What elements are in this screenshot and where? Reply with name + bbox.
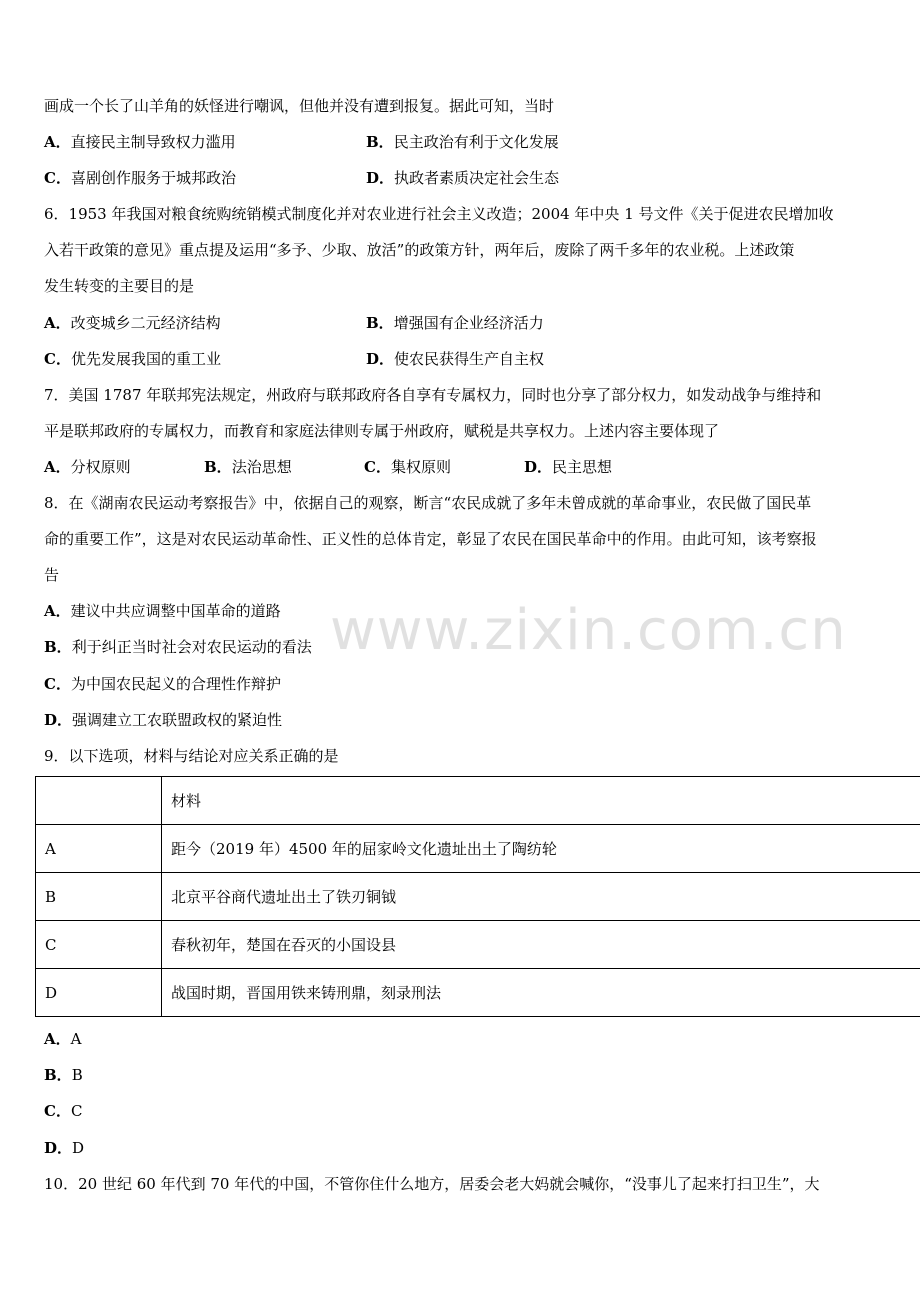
option-letter: D． <box>524 458 553 476</box>
option-letter: D． <box>366 169 395 187</box>
option-letter: A． <box>44 314 71 332</box>
option-text: 优先发展我国的重工业 <box>70 350 221 368</box>
option-letter: A． <box>44 1030 71 1048</box>
option-text: 执政者素质决定社会生态 <box>394 169 560 187</box>
option-text: 法治思想 <box>231 458 292 476</box>
option-letter: D． <box>366 350 395 368</box>
option-letter: A． <box>44 602 71 620</box>
table-row <box>36 825 920 873</box>
option-letter: A． <box>44 458 71 476</box>
option-text: 强调建立工农联盟政权的紧迫性 <box>72 711 283 729</box>
option-letter: C． <box>44 675 71 693</box>
watermark: www.zixin.com.cn <box>330 598 847 663</box>
q8-stem-line: 告 <box>44 566 60 584</box>
option-letter: B． <box>204 458 232 476</box>
q5-option-a <box>44 132 236 152</box>
option-text: A <box>70 1030 82 1048</box>
q6-stem-line: 入若干政策的意见》重点提及运用“多予、少取、放活”的政策方针，两年后，废除了两千多年的农业税。上述政策 <box>44 241 795 259</box>
q8-stem-line: 8．在《湖南农民运动考察报告》中，依据自己的观察，断言“农民成就了多年未曾成就的革命事业，农民做了国民革 <box>44 494 812 512</box>
q9-option-b <box>44 1065 83 1085</box>
table-row <box>36 921 920 969</box>
option-text: 建议中共应调整中国革命的道路 <box>70 602 281 620</box>
q6-stem-line: 发生转变的主要目的是 <box>44 277 195 295</box>
option-letter: B． <box>366 314 394 332</box>
q5-option-c <box>44 168 236 188</box>
q6-option-c <box>44 349 221 369</box>
option-text: 民主思想 <box>552 458 613 476</box>
q7-stem-line: 平是联邦政府的专属权力，而教育和家庭法律则专属于州政府，赋税是共享权力。上述内容主要体现了 <box>44 422 720 440</box>
q9-option-c <box>44 1101 82 1121</box>
q7-option-d <box>524 457 612 477</box>
table-row <box>36 969 920 1017</box>
q8-stem-line: 命的重要工作”，这是对农民运动革命性、正义性的总体肯定，彰显了农民在国民革命中的作用。由此可知，该考察报 <box>44 530 817 548</box>
q10-stem-line: 10．20 世纪 60 年代到 70 年代的中国，不管你住什么地方，居委会老大妈就会喊你，“没事儿了起来打扫卫生”，大 <box>44 1175 820 1193</box>
q9-option-d <box>44 1138 84 1158</box>
table-cell: C <box>36 921 162 969</box>
option-text: 为中国农民起义的合理性作辩护 <box>70 675 281 693</box>
option-text: 直接民主制导致权力滥用 <box>70 133 236 151</box>
option-letter: D． <box>44 711 73 729</box>
table-cell: D <box>36 969 162 1017</box>
q8-option-d <box>44 710 282 730</box>
option-text: 喜剧创作服务于城邦政治 <box>70 169 236 187</box>
option-text: 改变城乡二元经济结构 <box>70 314 221 332</box>
table-cell: 材料 <box>162 777 920 825</box>
table-cell: 春秋初年，楚国在吞灭的小国设县 <box>162 921 920 969</box>
q8-option-a <box>44 601 281 621</box>
q6-option-b <box>366 313 544 333</box>
table-header-row <box>36 777 920 825</box>
q7-option-c <box>364 457 451 477</box>
q6-stem-line: 6．1953 年我国对粮食统购统销模式制度化并对农业进行社会主义改造；2004 年中央 1 号文件《关于促进农民增加收 <box>44 205 834 223</box>
option-text: D <box>72 1139 85 1157</box>
option-letter: C． <box>44 350 71 368</box>
q5-stem-line: 画成一个长了山羊角的妖怪进行嘲讽，但他并没有遭到报复。据此可知，当时 <box>44 97 555 115</box>
q7-option-a <box>44 457 131 477</box>
q8-option-c <box>44 674 281 694</box>
option-letter: C． <box>44 1102 71 1120</box>
q7-stem-line: 7．美国 1787 年联邦宪法规定，州政府与联邦政府各自享有专属权力，同时也分享了部分权力，如发动战争与维持和 <box>44 386 822 404</box>
table-cell <box>36 777 162 825</box>
q9-stem-line: 9．以下选项，材料与结论对应关系正确的是 <box>44 747 339 765</box>
option-letter: A． <box>44 133 71 151</box>
option-letter: B． <box>44 638 72 656</box>
table-row <box>36 873 920 921</box>
q5-option-d <box>366 168 559 188</box>
q5-option-b <box>366 132 559 152</box>
q9-material-table <box>35 776 920 1017</box>
option-text: C <box>70 1102 83 1120</box>
q8-option-b <box>44 637 312 657</box>
q6-option-d <box>366 349 544 369</box>
option-text: 使农民获得生产自主权 <box>394 350 545 368</box>
table-cell: B <box>36 873 162 921</box>
option-text: B <box>71 1066 83 1084</box>
option-letter: C． <box>44 169 71 187</box>
option-text: 民主政治有利于文化发展 <box>393 133 559 151</box>
table-cell: A <box>36 825 162 873</box>
q9-option-a <box>44 1029 81 1049</box>
option-text: 分权原则 <box>70 458 131 476</box>
option-text: 增强国有企业经济活力 <box>393 314 544 332</box>
table-cell: 北京平谷商代遗址出土了铁刃铜钺 <box>162 873 920 921</box>
option-letter: D． <box>44 1139 73 1157</box>
option-letter: C． <box>364 458 391 476</box>
option-letter: B． <box>44 1066 72 1084</box>
table-cell: 战国时期，晋国用铁来铸刑鼎，刻录刑法 <box>162 969 920 1017</box>
q7-option-b <box>204 457 292 477</box>
option-text: 利于纠正当时社会对农民运动的看法 <box>71 638 312 656</box>
option-text: 集权原则 <box>390 458 451 476</box>
option-letter: B． <box>366 133 394 151</box>
q6-option-a <box>44 313 221 333</box>
table-cell: 距今（2019 年）4500 年的屈家岭文化遗址出土了陶纺轮 <box>162 825 920 873</box>
